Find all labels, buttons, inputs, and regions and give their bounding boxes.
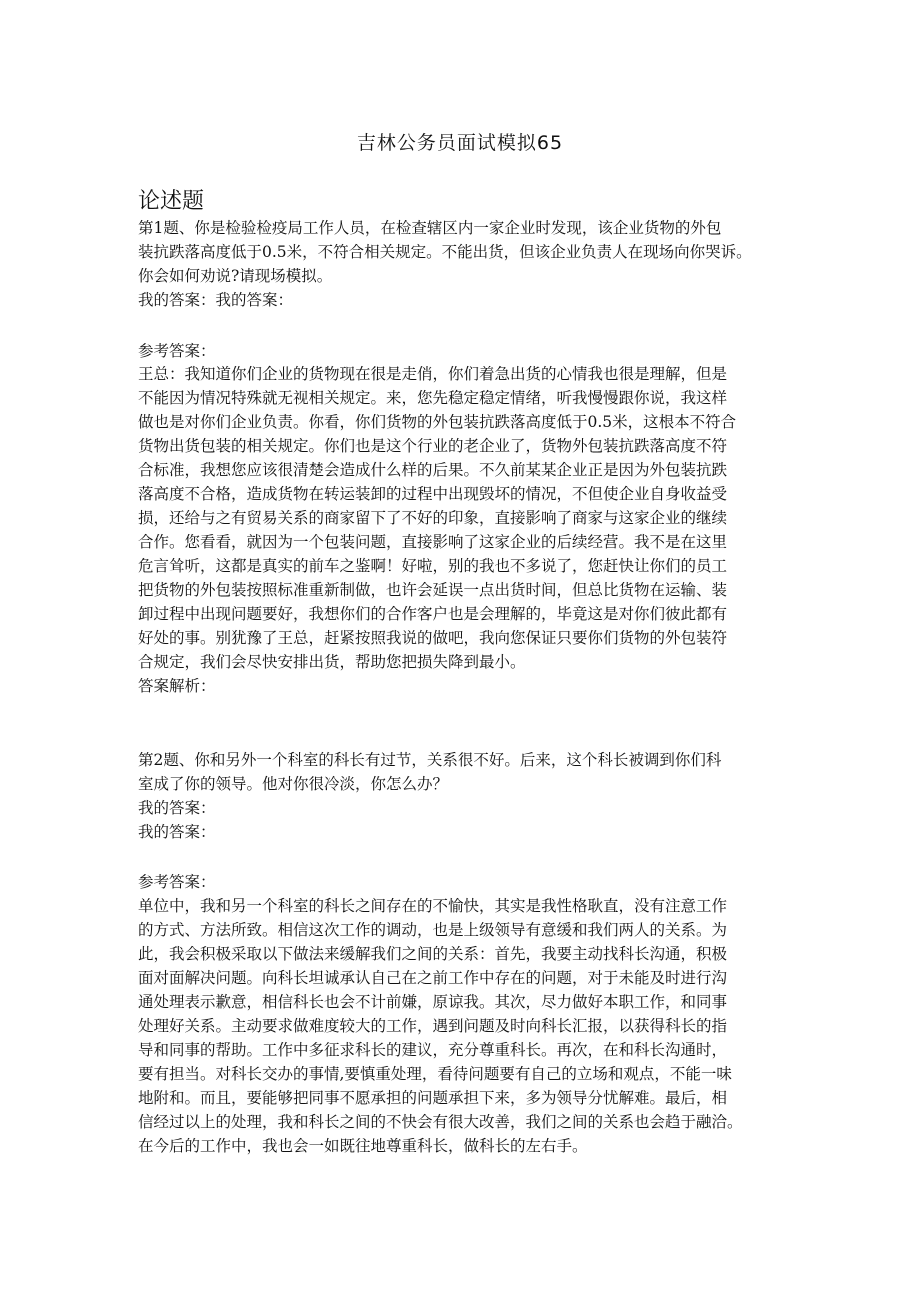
- answer-2-line: 导和同事的帮助。工作中多征求科长的建议，充分尊重科长。再次，在和科长沟通时，: [138, 1041, 728, 1059]
- answer-1-line: 落高度不合格，造成货物在转运装卸的过程中出现毁坏的情况，不但使企业自身收益受: [138, 485, 728, 503]
- answer-1-line: 做也是对你们企业负责。你看，你们货物的外包装抗跌落高度低于0.5米，这根本不符合: [138, 413, 737, 431]
- answer-2-line: 的方式、方法所致。相信这次工作的调动，也是上级领导有意缓和我们两人的关系。为: [138, 921, 728, 939]
- section-heading: 论述题: [138, 189, 205, 214]
- my-answer-label: 我的答案：: [138, 799, 216, 817]
- answer-1-line: 把货物的外包装按照标准重新制做，也许会延误一点出货时间，但总比货物在运输、装: [138, 581, 728, 599]
- answer-2-line: 通处理表示歉意，相信科长也会不计前嫌，原谅我。其次，尽力做好本职工作，和同事: [138, 993, 728, 1011]
- answer-2-line: 在今后的工作中，我也会一如既往地尊重科长，做科长的左右手。: [138, 1137, 588, 1155]
- answer-1-line: 损，还给与之有贸易关系的商家留下了不好的印象，直接影响了商家与这家企业的继续: [138, 509, 728, 527]
- answer-1-line: 货物出货包装的相关规定。你们也是这个行业的老企业了，货物外包装抗跌落高度不符: [138, 437, 728, 455]
- answer-2-line: 地附和。而且，要能够把同事不愿承担的问题承担下来，多为领导分忧解难。最后，相: [138, 1089, 728, 1107]
- answer-1-line: 好处的事。别犹豫了王总，赶紧按照我说的做吧，我向您保证只要你们货物的外包装符: [138, 629, 728, 647]
- answer-1-line: 王总：我知道你们企业的货物现在很是走俏，你们着急出货的心情我也很是理解，但是: [138, 365, 728, 383]
- my-answer-label: 我的答案：: [138, 823, 216, 841]
- answer-1-line: 合标准，我想您应该很清楚会造成什么样的后果。不久前某某企业正是因为外包装抗跌: [138, 461, 728, 479]
- answer-1-line: 卸过程中出现问题要好，我想你们的合作客户也是会理解的，毕竟这是对你们彼此都有: [138, 605, 728, 623]
- answer-1-line: 危言耸听，这都是真实的前车之鉴啊！好啦，别的我也不多说了，您赶快让你们的员工: [138, 557, 728, 575]
- question-1-line: 第1题、你是检验检疫局工作人员，在检查辖区内一家企业时发现，该企业货物的外包: [138, 219, 722, 237]
- question-2-line: 第2题、你和另外一个科室的科长有过节，关系很不好。后来，这个科长被调到你们科: [138, 751, 722, 769]
- answer-2-line: 处理好关系。主动要求做难度较大的工作，遇到问题及时向科长汇报，以获得科长的指: [138, 1017, 728, 1035]
- answer-2-line: 单位中，我和另一个科室的科长之间存在的不愉快，其实是我性格耿直，没有注意工作: [138, 897, 728, 915]
- answer-2-line: 要有担当。对科长交办的事情,要慎重处理，看待问题要有自己的立场和观点，不能一味: [138, 1065, 732, 1083]
- my-answer-label: 我的答案：我的答案：: [138, 291, 294, 309]
- answer-2-line: 此，我会积极采取以下做法来缓解我们之间的关系：首先，我要主动找科长沟通，积极: [138, 945, 728, 963]
- answer-2-line: 信经过以上的处理，我和科长之间的不快会有很大改善，我们之间的关系也会趋于融洽。: [138, 1113, 743, 1131]
- question-1-line: 装抗跌落高度低于0.5米，不符合相关规定。不能出货，但该企业负责人在现场向你哭诉。: [138, 243, 752, 261]
- answer-1-line: 合规定，我们会尽快安排出货，帮助您把损失降到最小。: [138, 653, 526, 671]
- reference-answer-label: 参考答案：: [138, 342, 216, 360]
- answer-1-line: 不能因为情况特殊就无视相关规定。来，您先稳定稳定情绪，听我慢慢跟你说，我这样: [138, 389, 728, 407]
- analysis-label: 答案解析：: [138, 677, 216, 695]
- document-title: 吉林公务员面试模拟65: [356, 132, 564, 154]
- answer-2-line: 面对面解决问题。向科长坦诚承认自己在之前工作中存在的问题，对于未能及时进行沟: [138, 969, 728, 987]
- question-1-line: 你会如何劝说?请现场模拟。: [138, 267, 333, 285]
- answer-1-line: 合作。您看看，就因为一个包装问题，直接影响了这家企业的后续经营。我不是在这里: [138, 533, 728, 551]
- reference-answer-label: 参考答案：: [138, 873, 216, 891]
- question-2-line: 室成了你的领导。他对你很冷淡，你怎么办？: [138, 775, 449, 793]
